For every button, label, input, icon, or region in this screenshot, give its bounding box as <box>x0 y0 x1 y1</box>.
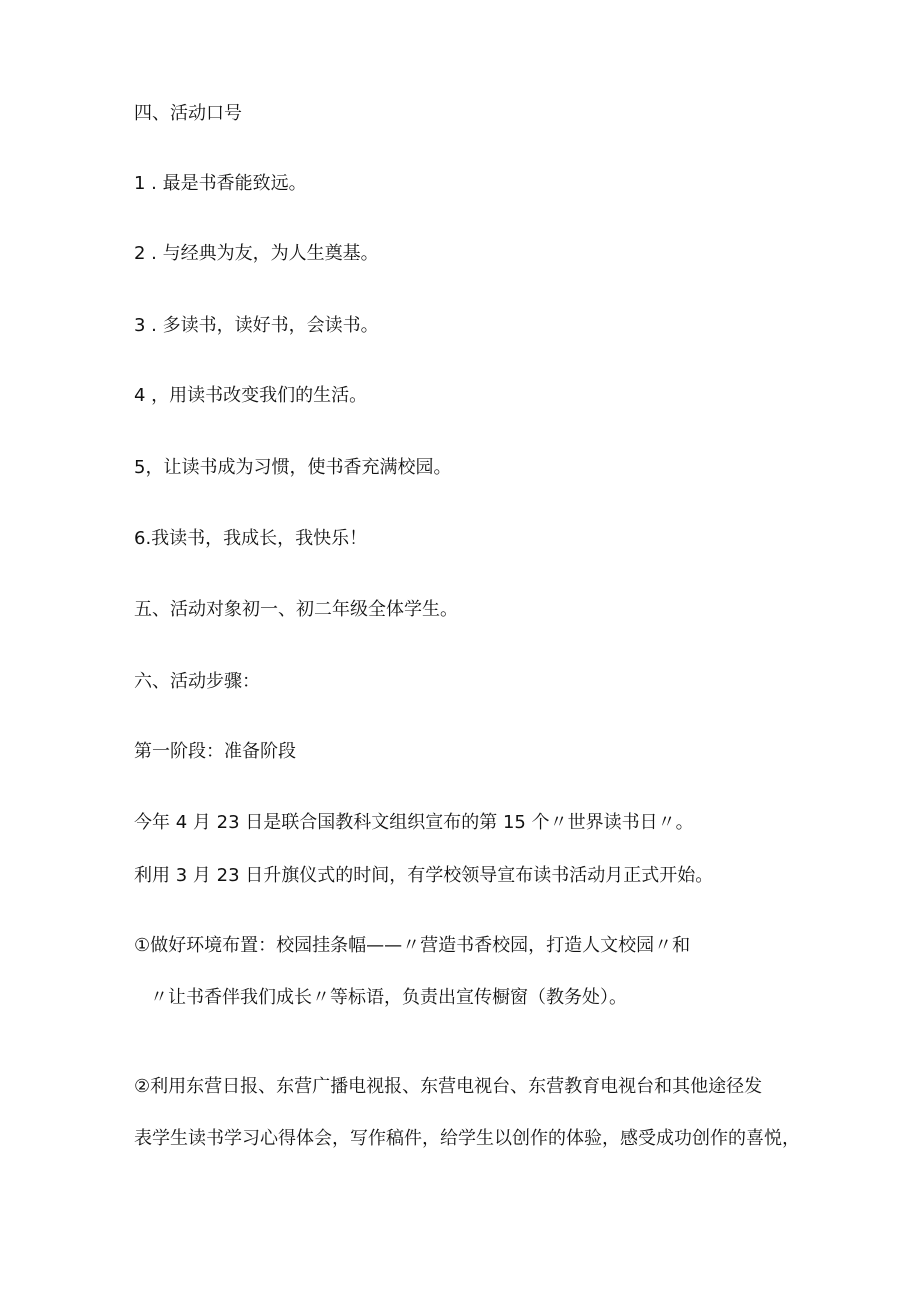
list-item-environment-cont: 〃让书香伴我们成长〃等标语，负责出宣传橱窗（教务处）。 <box>150 987 627 1008</box>
section-heading-slogan: 四、活动口号 <box>134 103 242 124</box>
slogan-item-4: 4 ，用读书改变我们的生活。 <box>134 385 368 406</box>
list-item-media-cont: 表学生读书学习心得体会，写作稿件，给学生以创作的体验，感受成功创作的喜悦， <box>134 1128 800 1149</box>
list-item-media: ②利用东营日报、东营广播电视报、东营电视台、东营教育电视台和其他途径发 <box>134 1076 763 1097</box>
slogan-item-2: 2 . 与经典为友，为人生奠基。 <box>134 243 379 264</box>
slogan-item-5: 5，让读书成为习惯，使书香充满校园。 <box>134 457 452 478</box>
section-heading-steps: 六、活动步骤： <box>134 671 260 692</box>
list-item-environment: ①做好环境布置：校园挂条幅——〃营造书香校园，打造人文校园〃和 <box>134 935 691 956</box>
slogan-item-3: 3 . 多读书，读好书，会读书。 <box>134 315 379 336</box>
section-heading-target: 五、活动对象初一、初二年级全体学生。 <box>134 599 458 620</box>
slogan-item-6: 6.我读书，我成长，我快乐！ <box>134 528 368 549</box>
slogan-item-1: 1 . 最是书香能致远。 <box>134 173 307 194</box>
paragraph-line: 今年 4 月 23 日是联合国教科文组织宣布的第 15 个〃世界读书日〃。 <box>134 812 694 833</box>
stage-heading: 第一阶段：准备阶段 <box>134 741 296 762</box>
paragraph-line: 利用 3 月 23 日升旗仪式的时间，有学校领导宣布读书活动月正式开始。 <box>134 865 714 886</box>
